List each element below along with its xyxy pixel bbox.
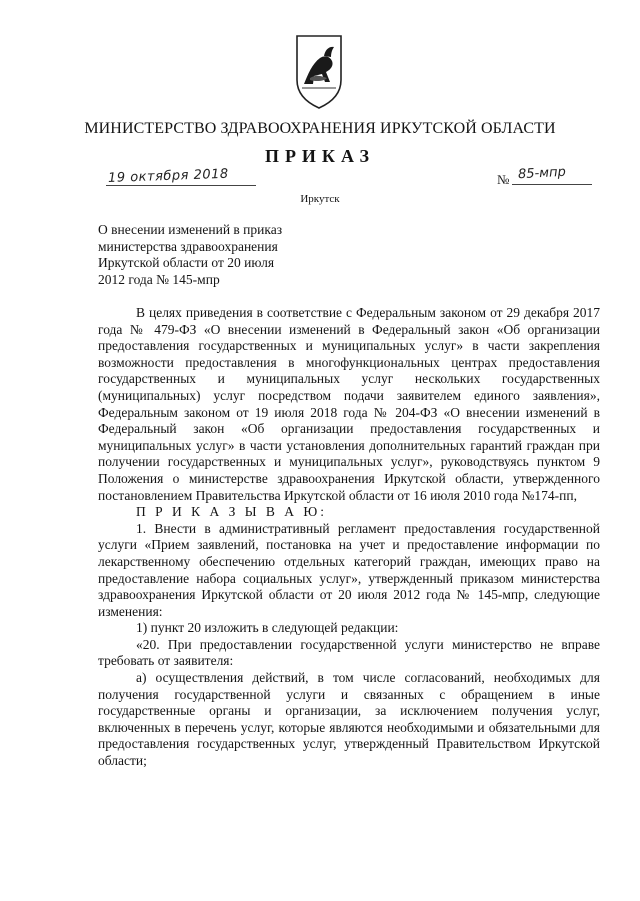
point-20-a: а) осуществления действий, в том числе согласований, необходимых для получения государственной услуги и связанных с обращением в иные государственные органы и организации, за исключением получения услуг, включенных в перечень услуг, которые являются необходимыми и обязательными для предоставления государственных услуг, утвержденный Правительством Иркутской области; — [98, 670, 600, 769]
subject-line: 2012 года № 145-мпр — [98, 271, 220, 287]
handwritten-number: 85-мпр — [517, 164, 567, 183]
order-keyword: П Р И К А З Ы В А Ю: — [136, 504, 328, 520]
subject-line: Иркутской области от 20 июля — [98, 255, 275, 270]
subject-line: О внесении изменений в приказ — [98, 222, 283, 237]
order-item-1: 1. Внести в административный регламент предоставления государственной услуги «Прием заявлений, постановка на учет и предоставление информации по лекарственному обеспечению отдельных категорий граждан, имеющих право на предоставление набора социальных услуг», утвержденный приказом министерства здравоохранения Иркутской области от 20 июля 2012 года № 145-мпр, следующие изменения: — [98, 520, 600, 619]
ministry-name: МИНИСТЕРСТВО ЗДРАВООХРАНЕНИЯ ИРКУТСКОЙ ОБЛАСТИ — [84, 120, 556, 137]
number-underline — [512, 184, 592, 185]
subject-line: министерства здравоохранения — [98, 238, 278, 254]
date-underline — [106, 185, 256, 186]
preamble-paragraph: В целях приведения в соответствие с Федеральным законом от 29 декабря 2017 года № 479-ФЗ «О внесении изменений в Федеральный закон «Об организации предоставления государственных и муниципальных услуг» в части закрепления возможности предоставления в многофункциональных центрах предоставления государственных и муниципальных услуг нескольких государственных (муниципальных) услуг посредством подачи заявителем единого заявления», Федеральным законом от 19 июля 2018 года № 204-ФЗ «О внесении изменений в Федеральный закон «Об организации предоставления государственных и муниципальных услуг» в части установления дополнительных гарантий граждан при получении государственных и муниципальных услуг», руководствуясь пунктом 9 Положения о министерстве здравоохранения Иркутской области, утвержденного постановлением Правительства Иркутской области от 16 июля 2010 года №174-пп, — [98, 305, 600, 503]
point-20-text: «20. При предоставлении государственной услуги министерство не вправе требовать от заявителя: — [98, 636, 600, 669]
number-sign: № — [497, 172, 510, 187]
order-body — [98, 305, 600, 770]
handwritten-date: 19 октября 2018 — [107, 166, 229, 186]
city-name: Иркутск — [300, 193, 340, 205]
document-type-title: ПРИКАЗ — [264, 146, 376, 166]
irkutsk-coat-of-arms-icon — [294, 34, 344, 110]
order-subject — [98, 222, 320, 288]
subitem-1: 1) пункт 20 изложить в следующей редакции: — [136, 620, 399, 636]
